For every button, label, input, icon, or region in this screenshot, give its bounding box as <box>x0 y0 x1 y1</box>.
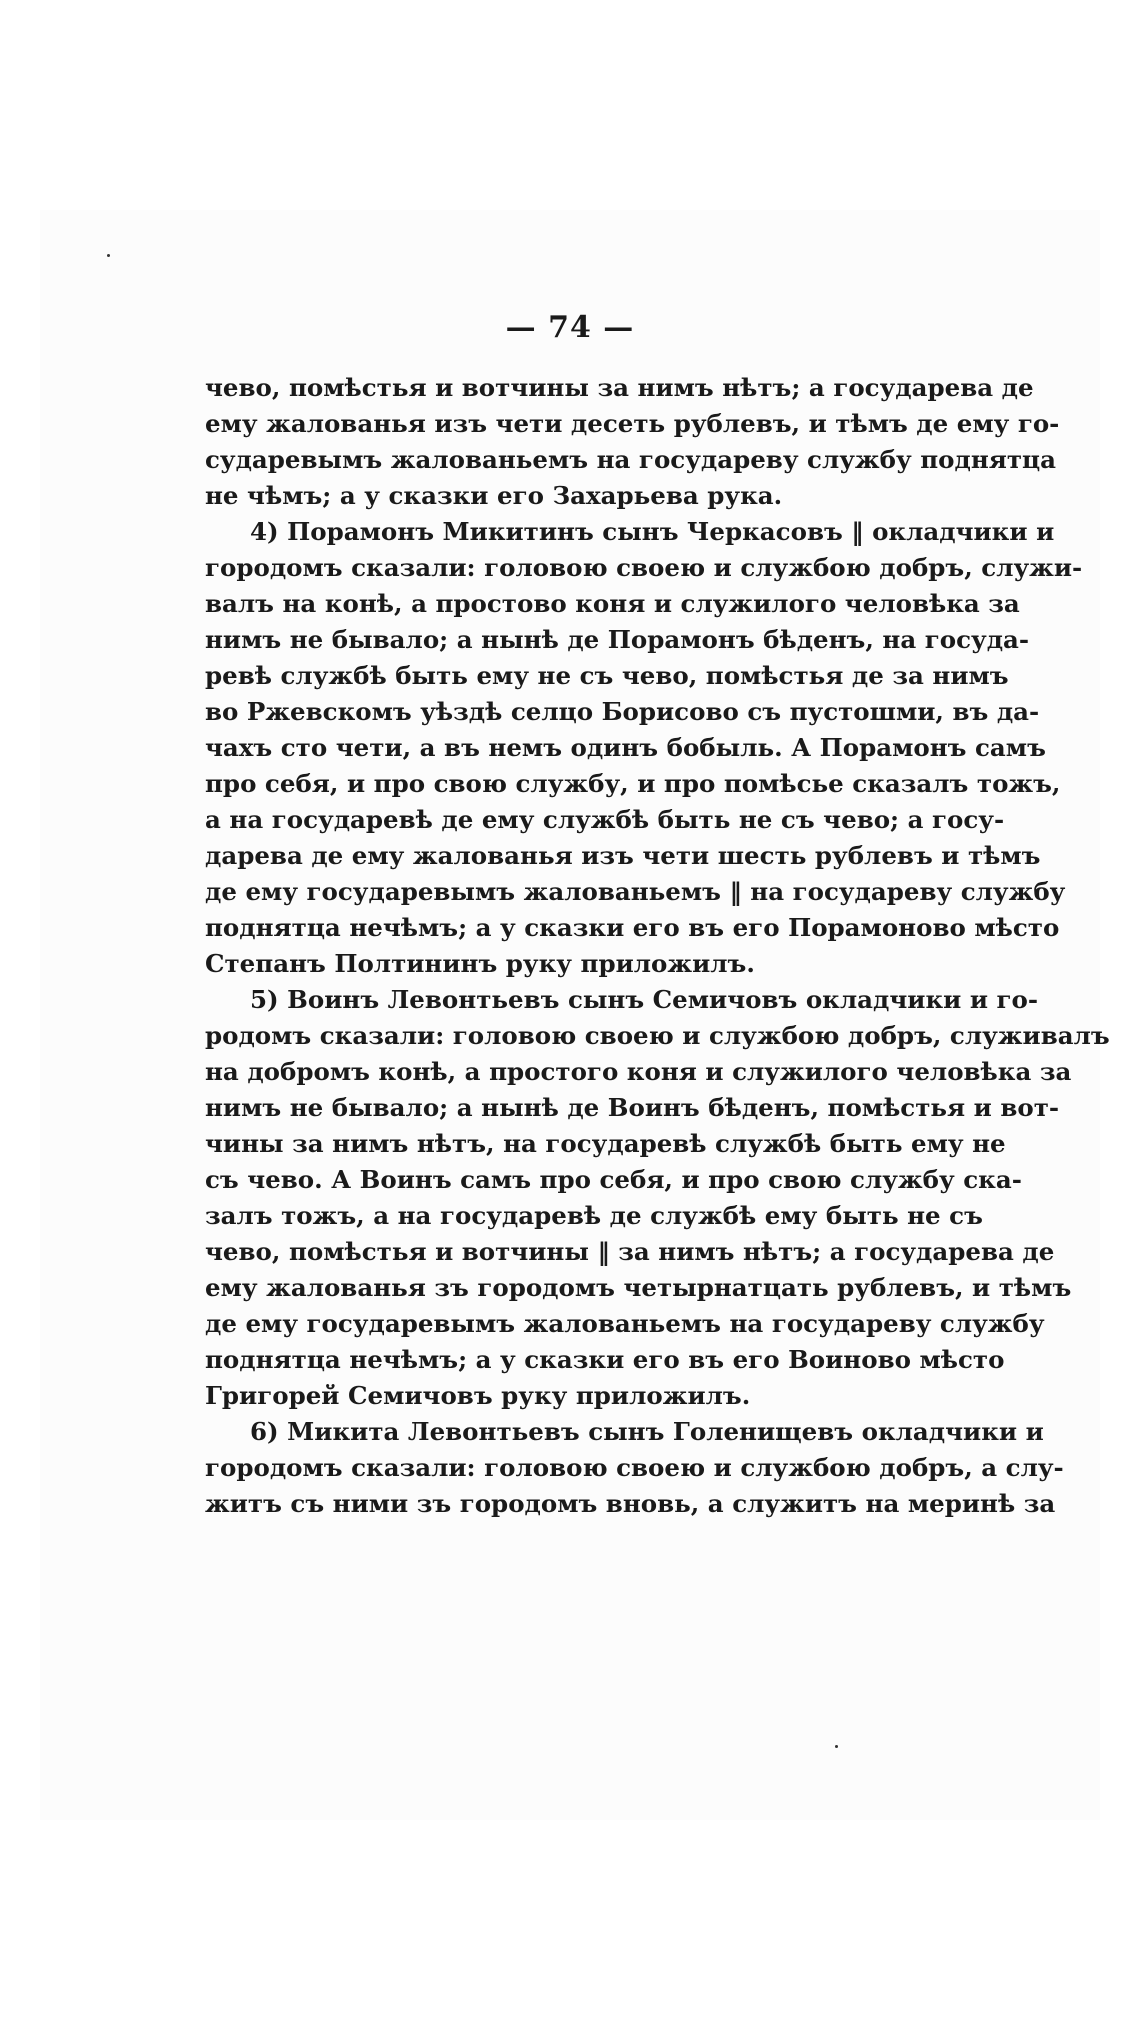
text-line: про себя, и про свою службу, и про помѣсье сказалъ тожъ, <box>205 769 1061 798</box>
text-line: чево, помѣстья и вотчины за нимъ нѣтъ; а государева де <box>205 373 1034 402</box>
text-line: нимъ не бывало; а нынѣ де Воинъ бѣденъ, помѣстья и вот- <box>205 1093 1060 1122</box>
text-line: ему жалованья изъ чети десеть рублевъ, и тѣмъ де ему го- <box>205 409 1060 438</box>
text-line: Григорей Семичовъ руку приложилъ. <box>205 1381 751 1410</box>
text-line: во Ржевскомъ уѣздѣ селцо Борисово съ пустошми, въ да- <box>205 697 1040 726</box>
text-line: 5) Воинъ Левонтьевъ сынъ Семичовъ окладчики и го- <box>250 985 1039 1014</box>
text-line: а на государевѣ де ему службѣ быть не съ чево; а госу- <box>205 805 1005 834</box>
text-line: нимъ не бывало; а нынѣ де Порамонъ бѣденъ, на госуда- <box>205 625 1030 654</box>
body-text <box>205 370 1110 1522</box>
text-line: Степанъ Полтининъ руку приложилъ. <box>205 949 755 978</box>
text-line: городомъ сказали: головою своею и службою добръ, служи- <box>205 553 1083 582</box>
text-line: 4) Порамонъ Микитинъ сынъ Черкасовъ ‖ окладчики и <box>250 517 1055 546</box>
text-line: чины за нимъ нѣтъ, на государевѣ службѣ быть ему не <box>205 1129 1006 1158</box>
text-line: не чѣмъ; а у сказки его Захарьева рука. <box>205 481 783 510</box>
text-line: городомъ сказали: головою своею и службою добръ, а слу- <box>205 1453 1064 1482</box>
page-number: — 74 — <box>505 310 635 345</box>
text-line: поднятца нечѣмъ; а у сказки его въ его Воиново мѣсто <box>205 1345 1005 1374</box>
text-line: на добромъ конѣ, а простого коня и служилого человѣка за <box>205 1057 1072 1086</box>
scan-speck <box>107 254 110 257</box>
text-line: родомъ сказали: головою своею и службою добръ, служивалъ <box>205 1021 1110 1050</box>
text-line: чево, помѣстья и вотчины ‖ за нимъ нѣтъ; а государева де <box>205 1237 1055 1266</box>
text-line: поднятца нечѣмъ; а у сказки его въ его Порамоново мѣсто <box>205 913 1060 942</box>
text-line: чахъ сто чети, а въ немъ одинъ бобыль. А Порамонъ самъ <box>205 733 1046 762</box>
text-line: валъ на конѣ, а простово коня и служилого человѣка за <box>205 589 1020 618</box>
text-line: де ему государевымъ жалованьемъ на государеву службу <box>205 1309 1045 1338</box>
text-line: ему жалованья зъ городомъ четырнатцать рублевъ, и тѣмъ <box>205 1273 1072 1302</box>
text-line: сударевымъ жалованьемъ на государеву службу поднятца <box>205 445 1057 474</box>
text-line: житъ съ ними зъ городомъ вновь, а служитъ на меринѣ за <box>205 1489 1056 1518</box>
text-line: дарева де ему жалованья изъ чети шесть рублевъ и тѣмъ <box>205 841 1041 870</box>
scan-speck <box>835 1745 838 1748</box>
text-line: съ чево. А Воинъ самъ про себя, и про свою службу ска- <box>205 1165 1022 1194</box>
text-line: 6) Микита Левонтьевъ сынъ Голенищевъ окладчики и <box>250 1417 1044 1446</box>
text-line: ревѣ службѣ быть ему не съ чево, помѣстья де за нимъ <box>205 661 1009 690</box>
text-line: де ему государевымъ жалованьемъ ‖ на государеву службу <box>205 877 1066 906</box>
text-line: залъ тожъ, а на государевѣ де службѣ ему быть не съ <box>205 1201 983 1230</box>
